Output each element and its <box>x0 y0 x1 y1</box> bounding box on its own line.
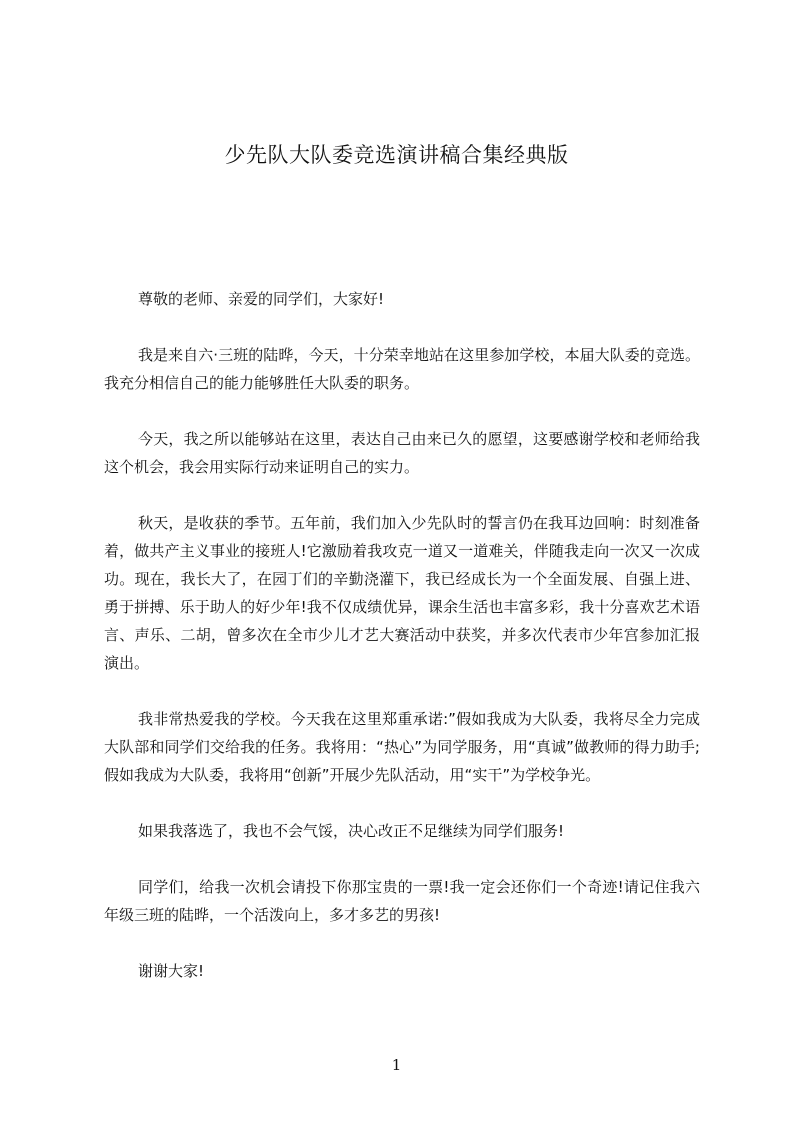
document-title: 少先队大队委竞选演讲稿合集经典版 <box>224 143 569 167</box>
paragraph-thanks: 谢谢大家! <box>138 962 205 980</box>
paragraph-if-not-elected: 如果我落选了，我也不会气馁，决心改正不足继续为同学们服务! <box>138 822 565 840</box>
paragraph-commitment: 我非常热爱我的学校。今天我在这里郑重承诺:”假如我成为大队委，我将尽全力完成大队部和同学们交给我的任务。我将用：“热心”为同学服务，用“真诚”做教师的得力助手;假如我成为大队委，我将用“创新”开展少先队活动，用“实干”为学校争光。 <box>104 710 700 784</box>
paragraph-gratitude: 今天，我之所以能够站在这里，表达自己由来已久的愿望，这要感谢学校和老师给我这个机会，我会用实际行动来证明自己的实力。 <box>104 430 700 476</box>
paragraph-vote-request: 同学们，给我一次机会请投下你那宝贵的一票!我一定会还你们一个奇迹!请记住我六年级三班的陆晔，一个活泼向上，多才多艺的男孩! <box>104 878 700 924</box>
paragraph-achievements: 秋天，是收获的季节。五年前，我们加入少先队时的誓言仍在我耳边回响：时刻准备着，做共产主义事业的接班人!它激励着我攻克一道又一道难关，伴随我走向一次又一次成功。现在，我长大了，在园丁们的辛勤浇灌下，我已经成长为一个全面发展、自强上进、勇于拼搏、乐于助人的好少年!我不仅成绩优异，课余生活也丰富多彩，我十分喜欢艺术语言、声乐、二胡，曾多次在全市少儿才艺大赛活动中获奖，并多次代表市少年宫参加汇报演出。 <box>104 514 700 672</box>
paragraph-introduction: 我是来自六·三班的陆晔，今天，十分荣幸地站在这里参加学校，本届大队委的竞选。我充分相信自己的能力能够胜任大队委的职务。 <box>104 346 700 392</box>
page-number: 1 <box>391 1056 402 1074</box>
paragraph-salutation: 尊敬的老师、亲爱的同学们，大家好! <box>138 290 385 308</box>
document-body <box>104 285 700 1013</box>
